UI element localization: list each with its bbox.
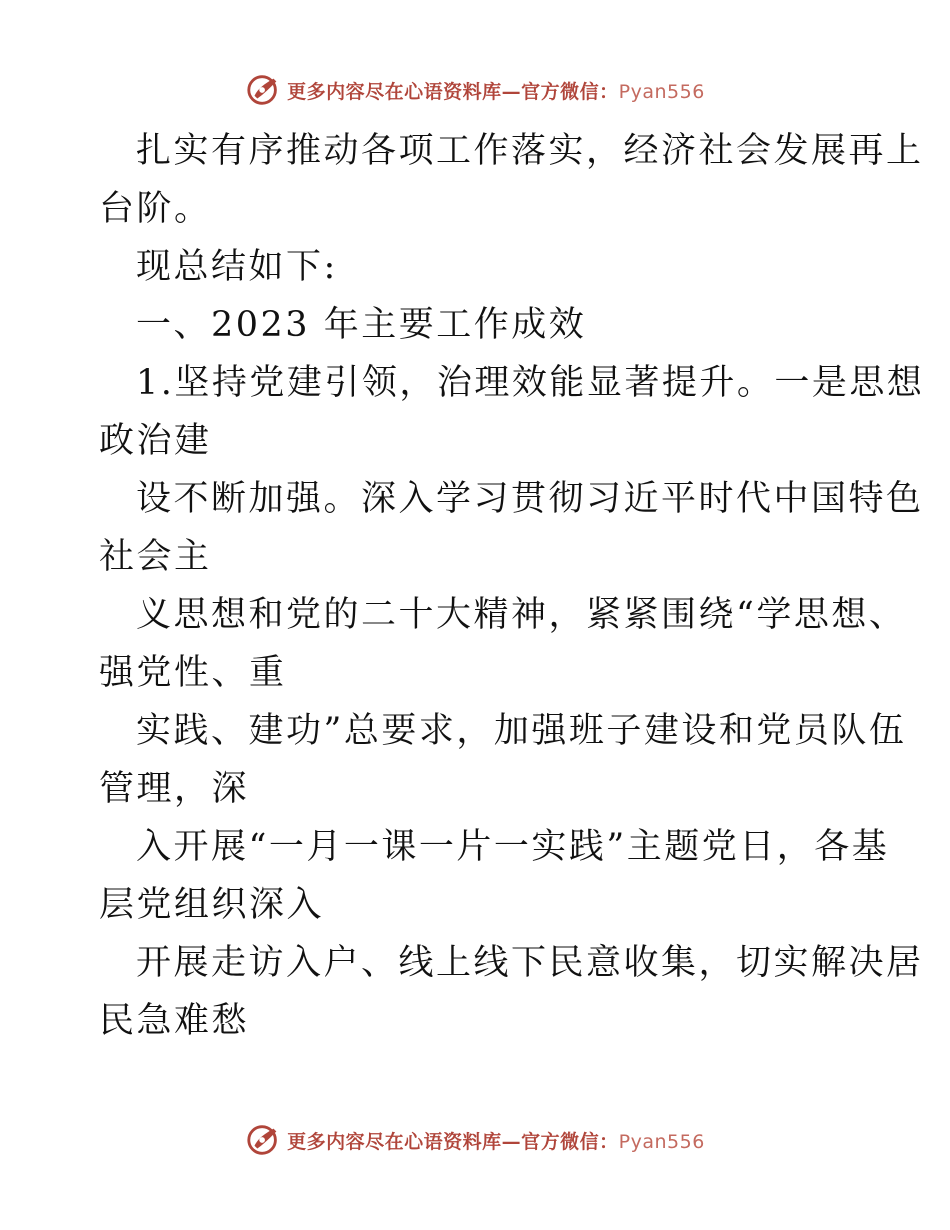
pen-logo-icon (245, 1121, 283, 1159)
body-line: 强党性、重 (99, 653, 287, 693)
body-line: 层党组织深入 (99, 885, 325, 925)
body-line: 管理，深 (99, 769, 250, 809)
wechat-id: Pyan556 (618, 80, 705, 103)
body-line: 现总结如下: (136, 247, 338, 287)
watermark-footer (0, 1120, 950, 1160)
body-line: 台阶。 (99, 189, 212, 229)
watermark-text: 更多内容尽在心语资料库—官方微信：Pyan556 (287, 1130, 705, 1153)
body-line: 入开展“一月一课一片一实践”主题党日，各基 (136, 827, 890, 867)
watermark-header (0, 70, 950, 110)
body-line: 义思想和党的二十大精神，紧紧围绕“学思想、 (136, 595, 907, 635)
body-line: 一、2023 年主要工作成效 (136, 305, 587, 345)
body-line: 1.坚持党建引领，治理效能显著提升。一是思想 (136, 363, 925, 403)
body-line: 社会主 (99, 537, 212, 577)
watermark-text: 更多内容尽在心语资料库—官方微信：Pyan556 (287, 80, 705, 103)
body-line: 开展走访入户、线上线下民意收集，切实解决居 (136, 943, 924, 983)
document-body (99, 122, 925, 1050)
body-line: 扎实有序推动各项工作落实，经济社会发展再上 (136, 131, 924, 171)
body-line: 民急难愁 (99, 1001, 250, 1041)
body-line: 实践、建功”总要求，加强班子建设和党员队伍 (136, 711, 907, 751)
body-line: 设不断加强。深入学习贯彻习近平时代中国特色 (136, 479, 924, 519)
pen-logo-icon (245, 71, 283, 109)
body-line: 政治建 (99, 421, 212, 461)
wechat-id: Pyan556 (618, 1130, 705, 1153)
